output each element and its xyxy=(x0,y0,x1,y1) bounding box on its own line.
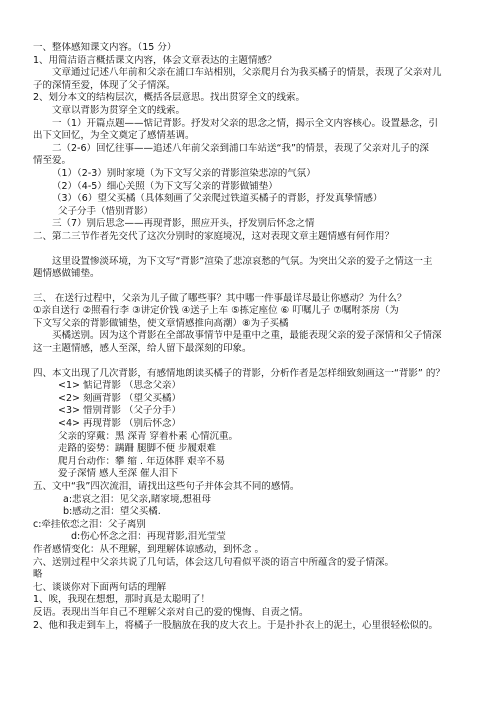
text-line: 下文写父亲的背影做铺垫，使文章情感推向高潮）⑧为子买橘 xyxy=(33,317,289,329)
text-line: 2、划分本文的结构层次，概括各层意思。找出贯穿全文的线索。 xyxy=(33,92,306,104)
text-line: 文章以背影为贯穿全文的线索。 xyxy=(52,104,186,116)
text-line: 六、送别过程中父亲共说了几句话，体会这几句看似平淡的语言中所蕴含的爱子情深。 xyxy=(33,556,395,568)
text-line: 2、他和我走到车上，将橘子一股脑放在我的皮大衣上。于是扑扑衣上的泥土，心里很轻松似的。 xyxy=(33,619,439,631)
text-line: 这里设置惨淡环境，为下文写“背影”渲染了悲凉哀愁的气氛。为突出父亲的爱子之情这一主 xyxy=(52,255,433,267)
text-line: 买橘送别。因为这个背影在全部故事情节中是重中之重，最能表现父亲的爱子深情和父子情深 xyxy=(52,330,442,342)
text-line: （2）（4-5）细心关照（为下文写父亲的背影做铺垫） xyxy=(52,180,278,192)
text-line: c:牵挂依恋之泪：父子离别 xyxy=(33,518,146,530)
text-line: 五、文中“我”四次流泪，请找出这些句子并体会其不同的感情。 xyxy=(33,481,300,492)
text-line: 二、第二三节作者先交代了这次分别时的家庭境况，这对表现文章主题情感有何作用？ xyxy=(33,230,395,242)
text-line: 四、本文出现了几次背影，有感情地朗读买橘子的背影，分析作者是怎样细致刻画这一“背影” 的？ xyxy=(33,367,445,379)
text-line: 1、唉，我现在想想，那时真是太聪明了！ xyxy=(33,594,211,606)
text-line: 三、 在送行过程中，父亲为儿子做了哪些事？其中哪一件事最详尽最让你感动？为什么？ xyxy=(33,292,407,304)
text-line: 父子分手（惜别背影） xyxy=(58,205,154,217)
text-line: b:感动之泪：望父买橘. xyxy=(63,506,161,518)
blank-line xyxy=(33,281,465,293)
text-line: （3）（6）望父买橘（具体刻画了父亲爬过铁道买橘子的背影，抒发真挚情感） xyxy=(52,193,383,205)
text-line: d:伤心怀念之泪：再现背影,泪光莹莹 xyxy=(71,531,226,543)
text-line: 二（2-6）回忆往事——追述八年前父亲到浦口车站送“我”的情景，表现了父亲对儿子的深 xyxy=(52,142,429,154)
text-line: 三（7）别后思念——再现背影，照应开头，抒发别后怀念之情 xyxy=(52,218,315,230)
blank-line xyxy=(33,356,465,368)
text-line: 子的深情至爱，体现了父子情深。 xyxy=(33,79,176,91)
text-line: 略 xyxy=(33,569,43,581)
text-line: 父亲的穿戴：黑 深青 穿着朴素 心情沉重。 xyxy=(58,430,239,442)
text-line: <2> 刻画背影 （望父买橘） xyxy=(58,392,182,404)
text-line: 七、谈谈你对下面两句话的理解 xyxy=(33,581,167,593)
text-line: 反语。表现出当年自己不理解父亲对自己的爱的愧悔、自责之情。 xyxy=(33,606,309,618)
text-line: a:悲哀之泪：见父亲,睹家境,想祖母 xyxy=(63,493,212,505)
text-line: 1、用简洁语言概括课文内容，体会文章表达的主题情感？ xyxy=(33,54,277,66)
text-line: （1）（2-3）别时家境（为下文写父亲的背影渲染悲凉的气氛） xyxy=(52,167,316,179)
text-line: <1> 惦记背影 （思念父亲） xyxy=(58,380,182,392)
text-line: <4> 再现背影 （别后怀念） xyxy=(58,418,182,430)
text-line: 爱子深情 感人至深 催人泪下 xyxy=(58,468,179,480)
text-line: <3> 惜别背影 （父子分手） xyxy=(58,405,182,417)
text-line: 一（1）开篇点题——惦记背影。抒发对父亲的思念之情，揭示全文内容核心。设置悬念，引 xyxy=(52,117,439,129)
text-line: 这一主题情感，感人至深，给人留下最深刻的印象。 xyxy=(33,343,252,355)
text-line: 题情感做铺垫。 xyxy=(33,268,100,280)
document-body xyxy=(33,42,465,632)
text-line: 文章通过记述八年前和父亲在浦口车站相别，父亲爬月台为我买橘子的情景，表现了父亲对儿 xyxy=(52,67,442,79)
text-line: 情至爱。 xyxy=(33,155,72,167)
text-line: 一、整体感知课文内容。（15 分） xyxy=(33,42,177,53)
blank-line xyxy=(33,244,465,256)
text-line: 爬月台动作：攀 缩 . 年迈体胖 艰辛不易 xyxy=(58,455,226,467)
text-line: 出下文回忆，为全文奠定了感情基调。 xyxy=(33,130,195,142)
text-line: 作者感情变化：从不理解，到理解体谅感动，到怀念 。 xyxy=(33,543,265,555)
text-line: 走路的姿势：蹒跚 腿脚不便 步履艰难 xyxy=(58,443,217,455)
text-line: ①亲自送行 ②照看行李 ③讲定价钱 ④送子上车 ⑤拣定座位 ⑥ 叮嘱儿子 ⑦嘱咐茶房（为 xyxy=(33,305,399,317)
